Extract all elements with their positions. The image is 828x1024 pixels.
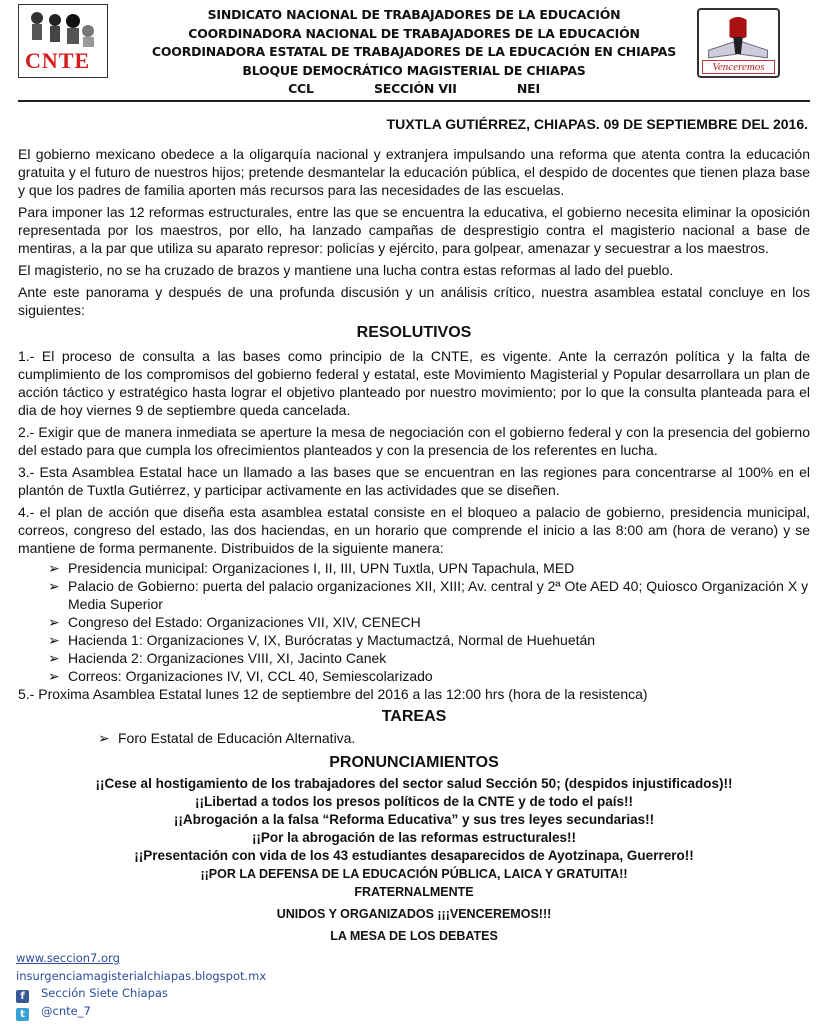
blog-link[interactable]: insurgenciamagisterialchiapas.blogspot.mx [16, 968, 267, 983]
header-sections [0, 80, 828, 99]
venceremos-text: Venceremos [702, 60, 775, 74]
pronunciamientos-heading: PRONUNCIAMIENTOS [329, 754, 499, 771]
intro-paragraph: Ante este panorama y después de una profunda discusión y un análisis crítico, nuestra asamblea estatal concluye en los siguientes: [18, 284, 810, 318]
distribution-list [18, 559, 810, 685]
section-vii: SECCIÓN VII [373, 81, 457, 96]
twitter-icon: t [16, 1008, 29, 1021]
intro-paragraph: Para imponer las 12 reformas estructurales, entre las que se encuentra la educativa, el gobierno necesita eliminar la oposición representada por los maestros, por ello, ha lanzado campañas de desprestigio contra el magisterio nacional a base de mentiras, a la par que utiliza su aparato represor: policías y ejército, para golpear, amenazar y secuestrar a los maestros. [18, 204, 810, 256]
list-item [48, 649, 810, 667]
closing-slogan: UNIDOS Y ORGANIZADOS ¡¡¡VENCEREMOS!!! [276, 907, 552, 921]
header-line: COORDINADORA ESTATAL DE TRABAJADORES DE LA EDUCACIÓN EN CHIAPAS [151, 44, 677, 59]
pronunciamiento: ¡¡Por la abrogación de las reformas estructurales!! [251, 830, 577, 845]
resolutivo-item: 2.- Exigir que de manera inmediata se aperture la mesa de negociación con el gobierno federal y con la presencia del gobierno del estado para que cumpla los ofrecimientos planteados y con la presencia de los referentes en lucha. [18, 424, 810, 458]
intro-paragraph: El gobierno mexicano obedece a la oligarquía nacional y extranjera impulsando una reforma que atenta contra la educación gratuita y el futuro de nuestros hijos; pretende desmantelar la educación pública, el despido de docentes que tienen plaza base y que los padres de familia aporten más recursos para las necesidades de las escuelas. [18, 146, 810, 198]
pronunciamiento: ¡¡Presentación con vida de los 43 estudiantes desaparecidos de Ayotzinapa, Guerrero!! [134, 848, 694, 863]
arrow-bullet-icon: ➢ [48, 632, 60, 648]
pronunciamiento: ¡¡Libertad a todos los presos políticos de la CNTE y de todo el país!! [194, 794, 634, 809]
list-item-text: Hacienda 2: Organizaciones VIII, XI, Jacinto Canek [68, 650, 387, 666]
list-item [48, 631, 810, 649]
facebook-text: Sección Siete Chiapas [41, 986, 168, 1000]
list-item-text: Presidencia municipal: Organizaciones I, II, III, UPN Tuxtla, UPN Tapachula, MED [68, 560, 575, 576]
website-link[interactable]: www.seccion7.org [16, 951, 120, 965]
list-item [48, 613, 810, 631]
fist-book-icon [701, 12, 776, 60]
arrow-bullet-icon: ➢ [48, 614, 60, 630]
document-body [18, 145, 810, 945]
footer-contacts [16, 950, 266, 1021]
resolutivo-item: 5.- Proxima Asamblea Estatal lunes 12 de septiembre del 2016 a las 12:00 hrs (hora de la resistenca) [18, 686, 648, 702]
pronunciamientos-block [18, 775, 810, 945]
resolutivo-item: 4.- el plan de acción que diseña esta asamblea estatal consiste en el bloqueo a palacio de gobierno, presidencia municipal, correos, congreso del estado, las dos haciendas, en un horario que comprende el inicio a las 8:00 am (hora de verano) y se mantiene de forma permanente. Distribuidos de la siguiente manera: [18, 504, 810, 556]
list-item [98, 729, 810, 747]
list-item [48, 667, 810, 685]
venceremos-logo [697, 8, 780, 78]
resolutivos-heading: RESOLUTIVOS [356, 324, 472, 341]
header-line: BLOQUE DEMOCRÁTICO MAGISTERIAL DE CHIAPAS [242, 62, 586, 78]
list-item [48, 559, 810, 577]
twitter-text: @cnte_7 [41, 1004, 91, 1018]
list-item-text: Congreso del Estado: Organizaciones VII, XIV, CENECH [68, 614, 421, 630]
pronunciamiento: ¡¡Abrogación a la falsa “Reforma Educativa” y sus tres leyes secundarias!! [173, 812, 655, 827]
arrow-bullet-icon: ➢ [48, 650, 60, 666]
twitter-link[interactable] [16, 1003, 266, 1021]
arrow-bullet-icon: ➢ [48, 578, 60, 594]
arrow-bullet-icon: ➢ [48, 560, 60, 576]
list-item [48, 577, 810, 613]
header-line: COORDINADORA NACIONAL DE TRABAJADORES DE LA EDUCACIÓN [188, 25, 640, 41]
resolutivo-item: 3.- Esta Asamblea Estatal hace un llamado a las bases que se encuentran en las regiones para concentrarse al 100% en el plantón de Tuxtla Gutiérrez, y participar activamente en las actividades que se diseñen. [18, 464, 810, 498]
list-item-text: Foro Estatal de Educación Alternativa. [118, 730, 356, 746]
list-item-text: Palacio de Gobierno: puerta del palacio organizaciones XII, XIII; Av. central y 2ª Ote AED 40; Quiosco Organización X y Media Superior [68, 578, 809, 612]
closing-signature: LA MESA DE LOS DEBATES [330, 929, 498, 943]
header-divider [18, 100, 810, 102]
cnte-logo-text: CNTE [25, 48, 91, 73]
facebook-link[interactable] [16, 985, 266, 1003]
closing-fraternalmente: FRATERNALMENTE [354, 885, 474, 899]
facebook-icon: f [16, 990, 29, 1003]
document-date: TUXTLA GUTIÉRREZ, CHIAPAS. 09 DE SEPTIEMBRE DEL 2016. [386, 116, 808, 132]
header-line: SINDICATO NACIONAL DE TRABAJADORES DE LA EDUCACIÓN [207, 7, 621, 22]
intro-paragraph: El magisterio, no se ha cruzado de brazos y mantiene una lucha contra estas reformas al lado del pueblo. [18, 262, 674, 278]
section-nei: NEI [516, 81, 540, 96]
arrow-bullet-icon: ➢ [48, 668, 60, 684]
section-ccl: CCL [288, 81, 314, 96]
arrow-bullet-icon: ➢ [98, 730, 110, 746]
list-item-text: Hacienda 1: Organizaciones V, IX, Burócratas y Mactumactzá, Normal de Huehuetán [68, 632, 596, 648]
list-item-text: Correos: Organizaciones IV, VI, CCL 40, Semiescolarizado [68, 668, 433, 684]
pronunciamiento: ¡¡POR LA DEFENSA DE LA EDUCACIÓN PÚBLICA, LAICA Y GRATUITA!! [200, 867, 628, 881]
resolutivo-item: 1.- El proceso de consulta a las bases como principio de la CNTE, es vigente. Ante la cerrazón política y la falta de cumplimiento de los compromisos del gobierno federal y estatal, este Movimiento Magisterial y Popular desarrollara un plan de acción táctico y estratégico hasta lograr el objetivo planteado por nuestro movimiento; por lo que la consulta planteada para el dia de hoy viernes 9 de septiembre queda cancelada. [18, 348, 810, 418]
pronunciamiento: ¡¡Cese al hostigamiento de los trabajadores del sector salud Sección 50; (despidos injustificados)!! [95, 776, 733, 791]
tareas-list [18, 729, 810, 747]
tareas-heading: TAREAS [381, 708, 447, 725]
